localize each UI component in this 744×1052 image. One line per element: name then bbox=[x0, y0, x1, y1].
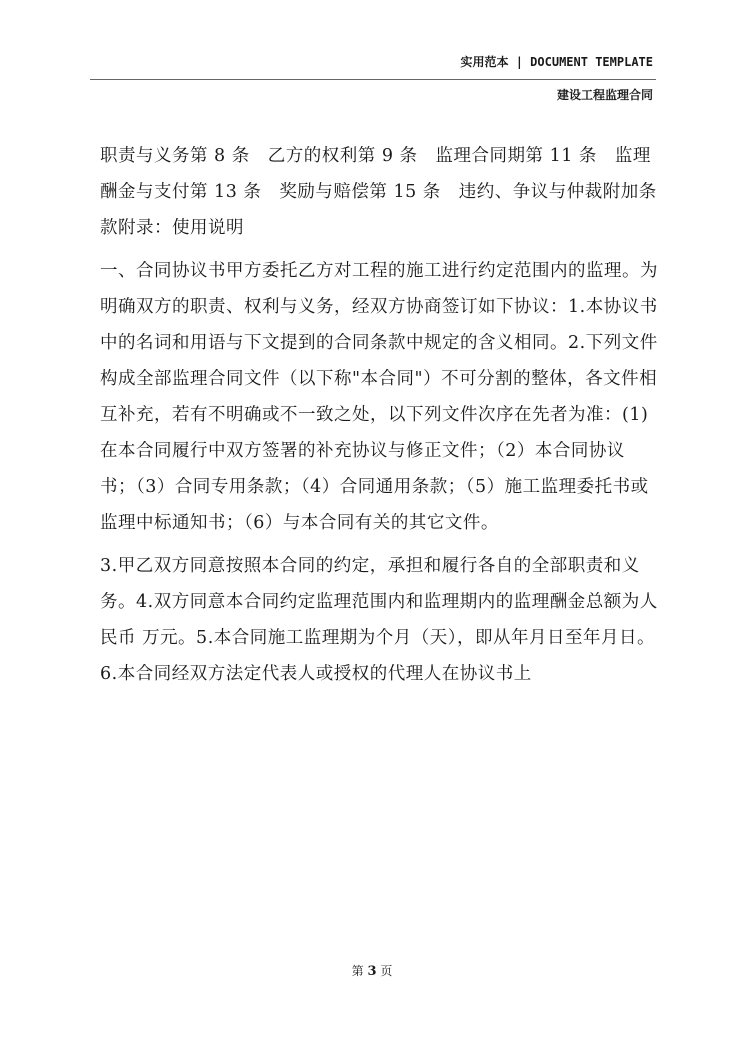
paragraph-obligations: 3.甲乙双方同意按照本合同的约定，承担和履行各自的全部职责和义务。4.双方同意本合同约定监理范围内和监理期内的监理酬金总额为人民币 万元。5.本合同施工监理期为个月（天），即从年月日至年月日。6.本合同经双方法定代表人或授权的代理人在协议书上 bbox=[100, 556, 658, 684]
paragraph-contents-index: 职责与义务第 8 条 乙方的权利第 9 条 监理合同期第 11 条 监理酬金与支付第 13 条 奖励与赔偿第 15 条 违约、争议与仲裁附加条款附录：使用说明 bbox=[100, 146, 657, 238]
page-suffix: 页 bbox=[376, 964, 393, 978]
page-prefix: 第 bbox=[351, 964, 368, 978]
header-divider bbox=[90, 79, 656, 80]
paragraph-agreement-terms: 一、合同协议书甲方委托乙方对工程的施工进行约定范围内的监理。为明确双方的职责、权利与义务，经双方协商签订如下协议：1.本协议书中的名词和用语与下文提到的合同条款中规定的含义相同。2.下列文件构成全部监理合同文件（以下称"本合同"）不可分割的整体，各文件相互补充，若有不明确或不一致之处，以下列文件次序在先者为准：(1)在本合同履行中双方签署的补充协议与修正文件；（2）本合同协议书；（3）合同专用条款；（4）合同通用条款；（5）施工监理委托书或监理中标通知书；（6）与本合同有关的其它文件。 bbox=[100, 261, 658, 533]
document-body bbox=[100, 138, 660, 692]
header-brand: 实用范本 | DOCUMENT TEMPLATE bbox=[460, 55, 653, 69]
page-number-value: 3 bbox=[367, 964, 377, 979]
page-number bbox=[0, 962, 744, 979]
header-subtitle: 建设工程监理合同 bbox=[556, 88, 653, 102]
